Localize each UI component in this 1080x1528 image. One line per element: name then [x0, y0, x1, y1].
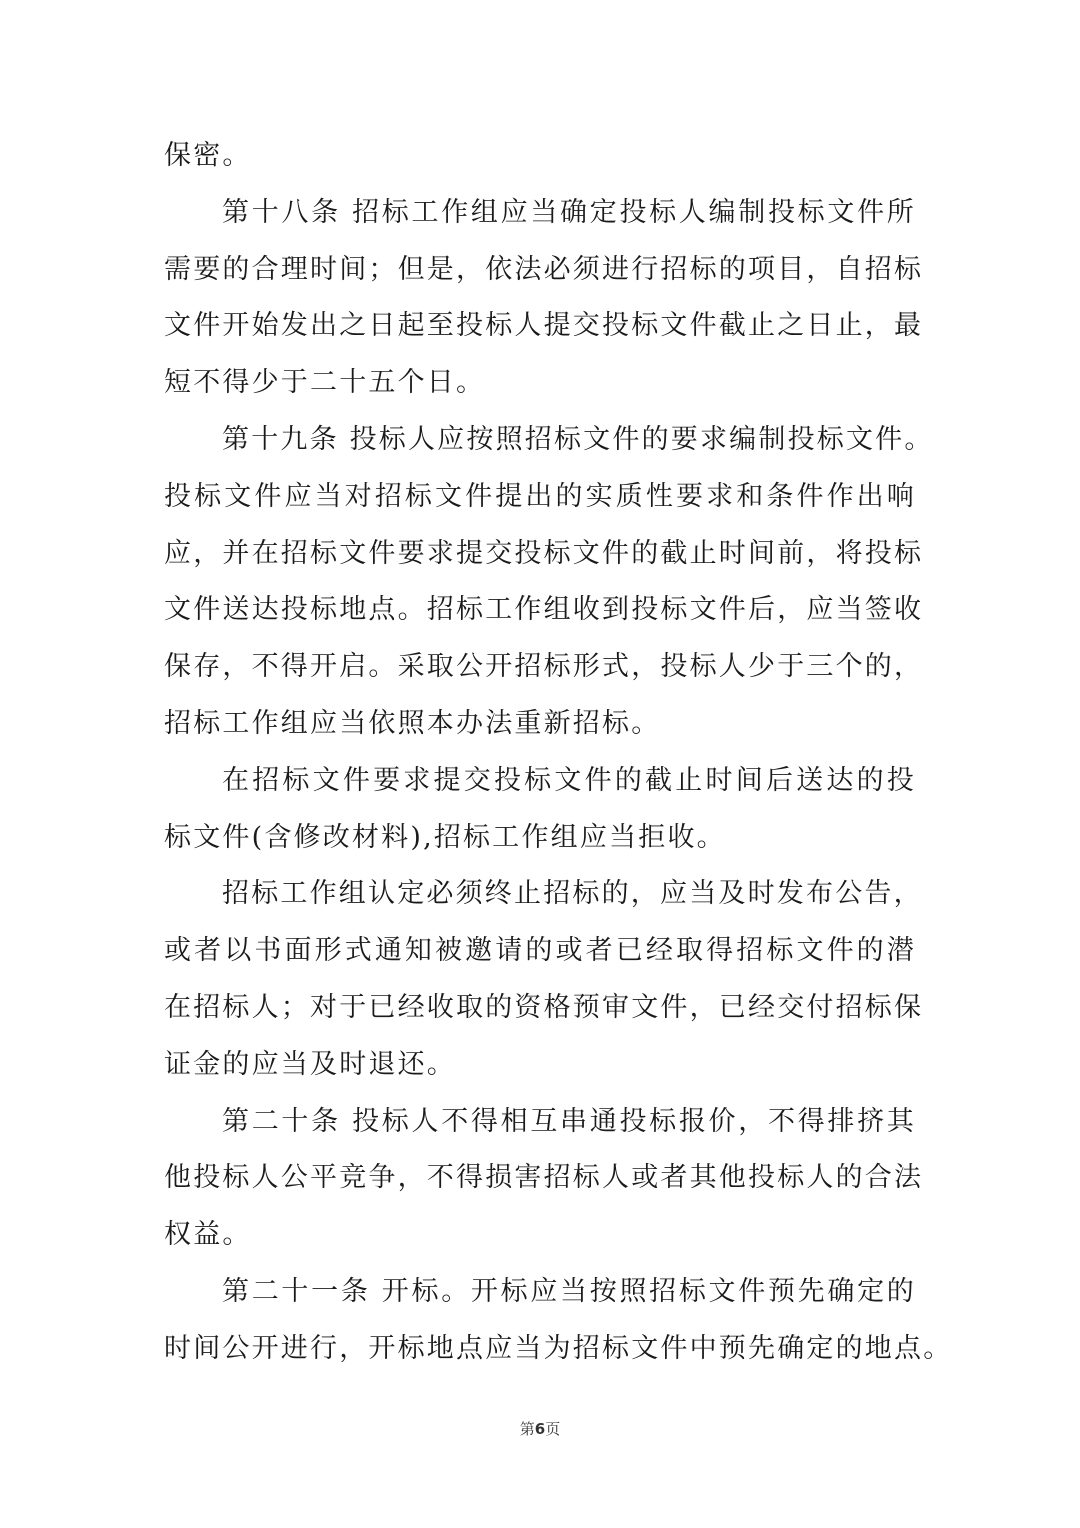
page-label-suffix: 页 — [545, 1420, 561, 1438]
paragraph — [164, 1264, 953, 1378]
text-line: 保存，不得开启。采取公开招标形式，投标人少于三个的， — [164, 651, 924, 683]
page-label-prefix: 第 — [519, 1420, 535, 1438]
paragraph — [164, 412, 934, 753]
page-footer — [0, 1418, 1080, 1439]
text-line: 在招标文件要求提交投标文件的截止时间后送达的投 — [222, 764, 916, 796]
text-line: 或者以书面形式通知被邀请的或者已经取得招标文件的潜 — [164, 935, 916, 967]
text-line: 短不得少于二十五个日。 — [164, 367, 486, 399]
text-line: 证金的应当及时退还。 — [164, 1048, 456, 1080]
text-line: 在招标人；对于已经收取的资格预审文件，已经交付招标保 — [164, 991, 924, 1023]
text-line: 标文件(含修改材料),招标工作组应当拒收。 — [164, 821, 726, 853]
text-line: 第二十一条 开标。开标应当按照招标文件预先确定的 — [222, 1275, 916, 1307]
document-body — [164, 128, 953, 1378]
text-line: 权益。 — [164, 1219, 252, 1251]
text-line: 第十九条 投标人应按照招标文件的要求编制投标文件。 — [222, 423, 934, 455]
text-line: 第十八条 招标工作组应当确定投标人编制投标文件所 — [222, 196, 916, 228]
text-line: 应，并在招标文件要求提交投标文件的截止时间前，将投标 — [164, 537, 924, 569]
paragraph — [164, 1094, 924, 1264]
text-line: 招标工作组认定必须终止招标的，应当及时发布公告， — [222, 878, 923, 910]
text-line: 文件开始发出之日起至投标人提交投标文件截止之日止，最 — [164, 310, 924, 342]
paragraph — [164, 753, 916, 867]
paragraph — [164, 128, 916, 185]
page-number: 6 — [534, 1420, 546, 1438]
text-line: 保密。 — [164, 140, 252, 171]
text-line: 第二十条 投标人不得相互串通投标报价，不得排挤其 — [222, 1105, 916, 1137]
text-line: 文件送达投标地点。招标工作组收到投标文件后，应当签收 — [164, 594, 924, 626]
text-line: 时间公开进行，开标地点应当为招标文件中预先确定的地点。 — [164, 1332, 953, 1364]
paragraph — [164, 185, 924, 412]
text-line: 他投标人公平竞争，不得损害招标人或者其他投标人的合法 — [164, 1162, 924, 1194]
text-line: 招标工作组应当依照本办法重新招标。 — [164, 707, 661, 739]
text-line: 投标文件应当对招标文件提出的实质性要求和条件作出响 — [164, 480, 916, 512]
paragraph — [164, 866, 924, 1093]
text-line: 需要的合理时间；但是，依法必须进行招标的项目，自招标 — [164, 253, 924, 285]
